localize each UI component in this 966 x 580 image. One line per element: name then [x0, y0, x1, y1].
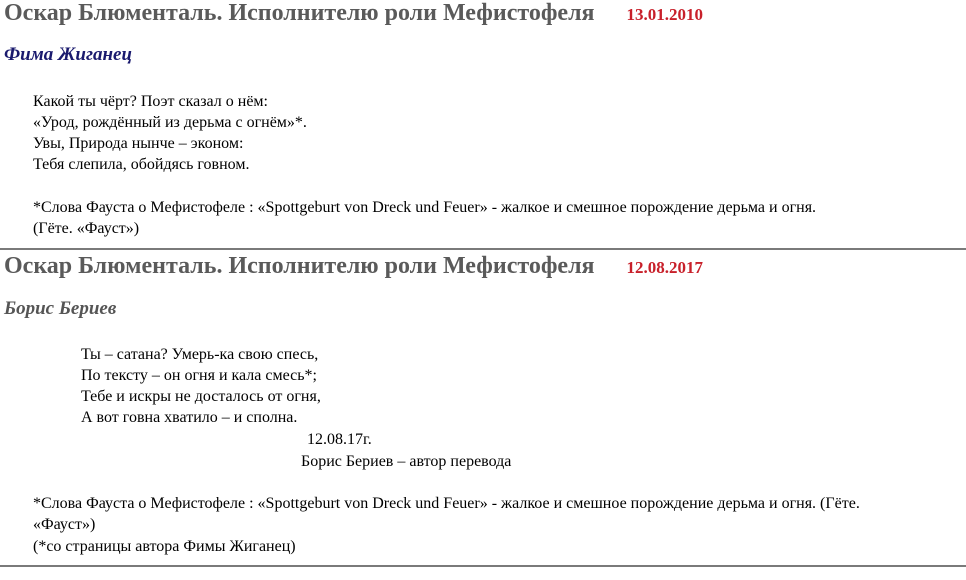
- entry-2-author[interactable]: Борис Бериев: [4, 298, 117, 319]
- entry-2-title[interactable]: Оскар Блюменталь. Исполнителю роли Мефистофеля: [4, 253, 595, 279]
- entry-1-poem-line-4: Тебя слепила, обойдясь говном.: [33, 156, 250, 173]
- entry-2-note-line-2: «Фауст»): [33, 516, 96, 533]
- entry-2-poem-line-1: Ты – сатана? Умерь-ка свою спесь,: [81, 346, 319, 363]
- entry-1-date: 13.01.2010: [626, 5, 704, 24]
- entry-1-header: [4, 0, 703, 27]
- entry-2-note-line-1: *Слова Фауста о Мефистофеле : «Spottgeburt von Dreck und Feuer» - жалкое и смешное порождение дерьма и огня. (Гёте.: [33, 495, 860, 512]
- entry-2-poem-line-3: Тебе и искры не досталось от огня,: [81, 388, 321, 405]
- entry-1-note-line-1: *Слова Фауста о Мефистофеле : «Spottgeburt von Dreck und Feuer» - жалкое и смешное порождение дерьма и огня.: [33, 199, 817, 216]
- entry-1-title[interactable]: Оскар Блюменталь. Исполнителю роли Мефистофеля: [4, 0, 595, 26]
- entry-1-note-line-2: (Гёте. «Фауст»): [33, 220, 140, 237]
- entry-1-poem-line-1: Какой ты чёрт? Поэт сказал о нём:: [33, 93, 268, 110]
- entry-separator-1: [0, 248, 966, 250]
- entry-2-poem-line-4: А вот говна хватило – и сполна.: [81, 409, 298, 426]
- entry-1-poem-line-2: «Урод, рождённый из дерьма с огнём»*.: [33, 114, 307, 131]
- entry-2-header: [4, 253, 703, 280]
- entry-2-poem-line-2: По тексту – он огня и кала смесь*;: [81, 367, 317, 384]
- entry-2-signature: Борис Бериев – автор перевода: [301, 453, 512, 470]
- entry-2-note-line-3: (*со страницы автора Фимы Жиганец): [33, 538, 296, 555]
- entry-1-poem-line-3: Увы, Природа нынче – эконом:: [33, 135, 244, 152]
- entry-1-author[interactable]: Фима Жиганец: [4, 44, 133, 65]
- entry-separator-2: [0, 565, 966, 567]
- entry-2-date: 12.08.2017: [626, 258, 704, 277]
- entry-2-sign-date: 12.08.17г.: [307, 431, 372, 448]
